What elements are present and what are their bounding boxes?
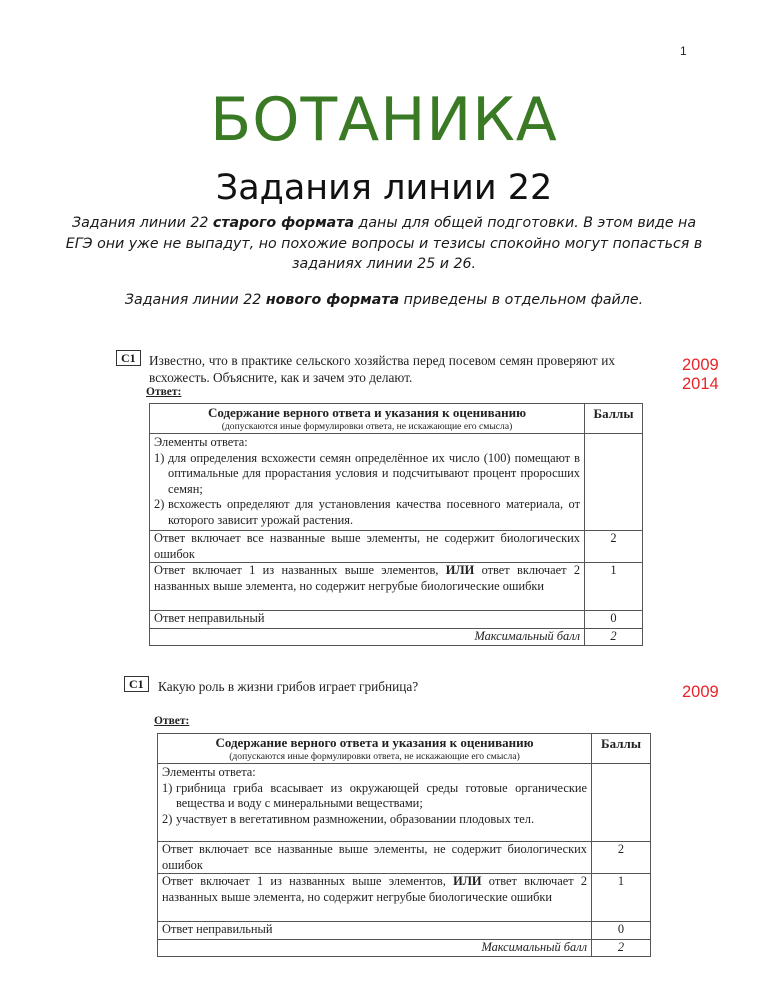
intro-paragraph-new-format <box>40 290 728 310</box>
table-row-elements <box>150 434 643 531</box>
header-score-cell: Баллы <box>592 734 651 764</box>
answer-label: Ответ: <box>154 715 190 727</box>
header-sub: (допускаются иные формулировки ответа, не искажающие его смысла) <box>221 421 513 432</box>
list-text: грибница гриба всасывает из окружающей среды готовые органические вещества и воду с минеральными веществами; <box>176 780 588 810</box>
task-question: Известно, что в практике сельского хозяйства перед посевом семян проверяют их всхожесть. Объясните, как и зачем это делают. <box>149 353 615 385</box>
max-score-value: 2 <box>592 940 651 957</box>
intro-text: Задания линии 22 <box>124 292 266 308</box>
list-text: для определения всхожести семян определённое их число (100) помещают в оптимальные для прорастания условия и подсчитывают процент проросших семян; <box>168 450 581 496</box>
grading-table <box>149 403 643 646</box>
criterion-text: ответ включает 2 названных выше элемента, но содержит негрубые биологические ошибки <box>162 874 588 904</box>
criterion-bold: ИЛИ <box>445 563 475 577</box>
elements-cell <box>150 434 585 531</box>
table-row-max <box>150 629 643 646</box>
score-cell: 1 <box>585 563 643 611</box>
intro-text: Задания линии 22 <box>71 215 213 231</box>
table-row-elements <box>158 764 651 842</box>
elements-cell <box>158 764 592 842</box>
task-question: Какую роль в жизни грибов играет грибница? <box>158 679 419 694</box>
table-header-row <box>150 404 643 434</box>
criterion-text: Ответ неправильный <box>162 922 273 936</box>
answer-label: Ответ: <box>146 386 182 398</box>
table-row-max <box>158 940 651 957</box>
criterion-bold: ИЛИ <box>453 874 482 888</box>
max-score-label: Максимальный балл <box>150 629 585 646</box>
task-year: 2009 <box>682 356 719 374</box>
task-year: 2014 <box>682 375 719 393</box>
task-badge: C1 <box>116 350 141 366</box>
criterion-cell <box>158 842 592 874</box>
intro-text: приведены в отдельном файле. <box>399 292 644 308</box>
list-text: участвует в вегетативном размножении, образовании плодовых тел. <box>176 811 535 826</box>
score-cell: 2 <box>592 842 651 874</box>
criterion-cell <box>150 531 585 563</box>
list-number: 1) <box>154 450 165 465</box>
criterion-cell <box>158 874 592 922</box>
criterion-cell <box>150 611 585 629</box>
criterion-text: ответ включает 2 названных выше элемента, но содержит негрубые биологические ошибки <box>154 563 581 593</box>
list-text: всхожесть определяют для установления качества посевного материала, от которого зависит урожай растения. <box>168 497 581 527</box>
criterion-text: Ответ включает все названные выше элементы, не содержит биологических ошибок <box>162 842 588 872</box>
task-year: 2009 <box>682 683 719 701</box>
list-item <box>162 781 587 812</box>
elements-title: Элементы ответа: <box>162 765 256 779</box>
score-cell: 1 <box>592 874 651 922</box>
intro-bold: старого формата <box>212 215 355 231</box>
header-score-cell: Баллы <box>585 404 643 434</box>
page-subtitle: Задания линии 22 <box>215 168 553 208</box>
task-badge: C1 <box>124 676 149 692</box>
max-score-value: 2 <box>585 629 643 646</box>
page-number: 1 <box>680 44 687 58</box>
table-header-row <box>158 734 651 764</box>
list-item <box>154 497 580 528</box>
table-row <box>150 531 643 563</box>
list-number: 2) <box>162 811 173 826</box>
score-cell: 2 <box>585 531 643 563</box>
criterion-text: Ответ включает все названные выше элементы, не содержит биологических ошибок <box>154 531 581 561</box>
criterion-cell <box>150 563 585 611</box>
criterion-text: Ответ неправильный <box>154 611 265 625</box>
intro-paragraph-old-format <box>60 213 708 275</box>
page-title: БОТАНИКА <box>210 85 558 155</box>
list-item <box>162 812 587 828</box>
header-main: Содержание верного ответа и указания к оцениванию <box>215 735 534 750</box>
header-sub: (допускаются иные формулировки ответа, не искажающие его смысла) <box>229 751 520 762</box>
max-score-label: Максимальный балл <box>158 940 592 957</box>
table-row <box>158 842 651 874</box>
list-number: 1) <box>162 780 173 795</box>
table-row <box>150 611 643 629</box>
table-row <box>150 563 643 611</box>
criterion-text: Ответ включает 1 из названных выше элементов, <box>162 874 454 888</box>
score-cell: 0 <box>585 611 643 629</box>
criterion-cell <box>158 922 592 940</box>
criterion-text: Ответ включает 1 из названных выше элементов, <box>154 563 446 577</box>
intro-text: даны для общей подготовки. В этом виде на ЕГЭ они уже не выпадут, но похожие вопросы и тезисы спокойно могут попасться в заданиях линии 25 и 26. <box>65 215 703 272</box>
list-item <box>154 451 580 498</box>
table-row <box>158 922 651 940</box>
list-number: 2) <box>154 497 165 511</box>
grading-table <box>157 733 651 957</box>
header-main: Содержание верного ответа и указания к оцениванию <box>207 405 527 420</box>
header-content-cell <box>158 734 592 764</box>
elements-title: Элементы ответа: <box>154 435 248 449</box>
elements-score-cell <box>592 764 651 842</box>
header-content-cell <box>150 404 585 434</box>
elements-score-cell <box>585 434 643 531</box>
intro-bold: нового формата <box>265 292 400 308</box>
score-cell: 0 <box>592 922 651 940</box>
table-row <box>158 874 651 922</box>
